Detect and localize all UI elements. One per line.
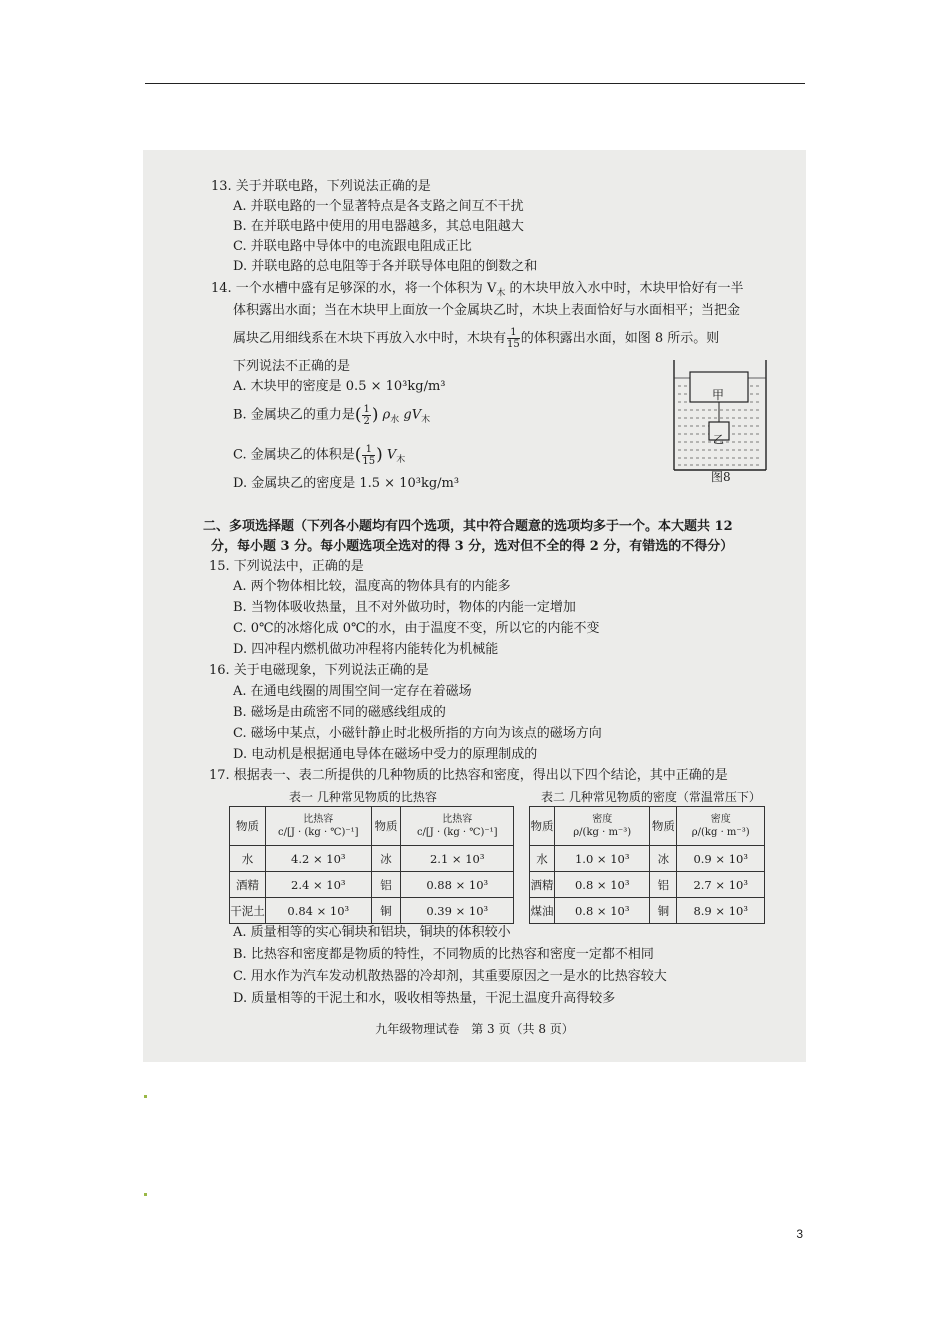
q17-stem: 17. 根据表一、表二所提供的几种物质的比热容和密度，得出以下四个结论，其中正确的是 bbox=[209, 768, 728, 783]
table2-caption: 表二 几种常见物质的密度（常温常压下） bbox=[541, 790, 761, 804]
marker-dot bbox=[144, 1095, 147, 1098]
q15-option-c: C. 0℃的冰熔化成 0℃的水，由于温度不变，所以它的内能不变 bbox=[233, 621, 600, 636]
table2-header-substance: 物质 bbox=[530, 807, 555, 846]
figure-block-jia: 甲 bbox=[712, 388, 725, 402]
q17-option-d: D. 质量相等的干泥土和水，吸收相等热量，干泥土温度升高得较多 bbox=[233, 991, 616, 1006]
table2-density bbox=[529, 806, 765, 924]
q14-option-d: D. 金属块乙的密度是 1.5 × 10³kg/m³ bbox=[233, 476, 460, 491]
q16-option-b: B. 磁场是由疏密不同的磁感线组成的 bbox=[233, 705, 446, 720]
table-row: 水 4.2 × 10³ 冰 2.1 × 10³ bbox=[230, 846, 514, 872]
figure-block-yi: 乙 bbox=[713, 433, 724, 446]
marker-dot bbox=[144, 1193, 147, 1196]
section2-heading-line1: 二、多项选择题（下列各小题均有四个选项，其中符合题意的选项均多于一个。本大题共 12 bbox=[203, 519, 733, 534]
header-rule bbox=[145, 83, 805, 84]
q14-option-b: B. 金属块乙的重力是( $\frac{1}{2}$ ) $\rho_水$ $gV_木$ bbox=[233, 403, 431, 427]
q13-option-d: D. 并联电路的总电阻等于各并联导体电阻的倒数之和 bbox=[233, 259, 538, 274]
q14-line4: 下列说法不正确的是 bbox=[233, 359, 351, 374]
table1-header-value-2: 比热容 c/[J · (kg · ℃)⁻¹] bbox=[401, 807, 514, 846]
q17-option-c: C. 用水作为汽车发动机散热器的冷却剂，其重要原因之一是水的比热容较大 bbox=[233, 969, 667, 984]
q17-option-b: B. 比热容和密度都是物质的特性，不同物质的比热容和密度一定都不相同 bbox=[233, 947, 654, 962]
q15-option-b: B. 当物体吸收热量，且不对外做功时，物体的内能一定增加 bbox=[233, 600, 576, 615]
table1-caption: 表一 几种常见物质的比热容 bbox=[289, 790, 437, 804]
table1-specific-heat bbox=[229, 806, 514, 924]
scanned-exam-page bbox=[143, 150, 806, 1062]
q14-line1: 14. 一个水槽中盛有足够深的水，将一个体积为 $V_木$ 的木块甲放入水中时，木块甲恰好有一半 bbox=[211, 281, 744, 299]
table-row: 干泥土 0.84 × 10³ 铜 0.39 × 10³ bbox=[230, 898, 514, 924]
q14-option-c: C. 金属块乙的体积是( $\frac{1}{15}$ ) $V_木$ bbox=[233, 443, 406, 467]
q14-fraction: $\frac{1}{15}$ bbox=[507, 327, 520, 350]
q14-line2: 体积露出水面；当在木块甲上面放一个金属块乙时，木块上表面恰好与水面相平；当把金 bbox=[233, 303, 741, 318]
q16-option-a: A. 在通电线圈的周围空间一定存在着磁场 bbox=[233, 684, 472, 699]
table1-header-value: 比热容 c/[J · (kg · ℃)⁻¹] bbox=[265, 807, 371, 846]
q14-option-a: A. 木块甲的密度是 0.5 × 10³kg/m³ bbox=[233, 379, 446, 394]
table2-header-substance-2: 物质 bbox=[650, 807, 677, 846]
page-footer: 九年级物理试卷 第 3 页（共 8 页） bbox=[375, 1022, 574, 1036]
figure-8-caption: 图8 bbox=[711, 470, 731, 484]
q16-option-d: D. 电动机是根据通电导体在磁场中受力的原理制成的 bbox=[233, 747, 538, 762]
table1-header-substance: 物质 bbox=[230, 807, 266, 846]
q14-line3: 属块乙用细线系在木块下再放入水中时，木块有 $\frac{1}{15}$ 的体积露出水面，如图 8 所示。则 bbox=[233, 327, 720, 350]
q16-stem: 16. 关于电磁现象，下列说法正确的是 bbox=[209, 663, 429, 678]
table2-header-value: 密度 ρ/(kg · m⁻³) bbox=[554, 807, 649, 846]
section2-heading-line2: 分，每小题 3 分。每小题选项全选对的得 3 分，选对但不全的得 2 分，有错选的不得分） bbox=[211, 539, 734, 554]
q17-option-a: A. 质量相等的实心铜块和铝块，铜块的体积较小 bbox=[233, 925, 511, 940]
table-row: 煤油 0.8 × 10³ 铜 8.9 × 10³ bbox=[530, 898, 765, 924]
table1-header-substance-2: 物质 bbox=[371, 807, 401, 846]
q15-stem: 15. 下列说法中，正确的是 bbox=[209, 559, 364, 574]
page-number: 3 bbox=[796, 1227, 803, 1241]
q13-option-a: A. 并联电路的一个显著特点是各支路之间互不干扰 bbox=[233, 199, 524, 214]
q13-option-c: C. 并联电路中导体中的电流跟电阻成正比 bbox=[233, 239, 472, 254]
q13-stem: 13. 关于并联电路，下列说法正确的是 bbox=[211, 179, 431, 194]
table-row: 酒精 2.4 × 10³ 铝 0.88 × 10³ bbox=[230, 872, 514, 898]
q16-option-c: C. 磁场中某点，小磁针静止时北极所指的方向为该点的磁场方向 bbox=[233, 726, 602, 741]
q15-option-d: D. 四冲程内燃机做功冲程将内能转化为机械能 bbox=[233, 642, 499, 657]
table-row: 酒精 0.8 × 10³ 铝 2.7 × 10³ bbox=[530, 872, 765, 898]
q15-option-a: A. 两个物体相比较，温度高的物体具有的内能多 bbox=[233, 579, 511, 594]
table-row: 水 1.0 × 10³ 冰 0.9 × 10³ bbox=[530, 846, 765, 872]
q13-option-b: B. 在并联电路中使用的用电器越多，其总电阻越大 bbox=[233, 219, 524, 234]
table2-header-value-2: 密度 ρ/(kg · m⁻³) bbox=[677, 807, 765, 846]
